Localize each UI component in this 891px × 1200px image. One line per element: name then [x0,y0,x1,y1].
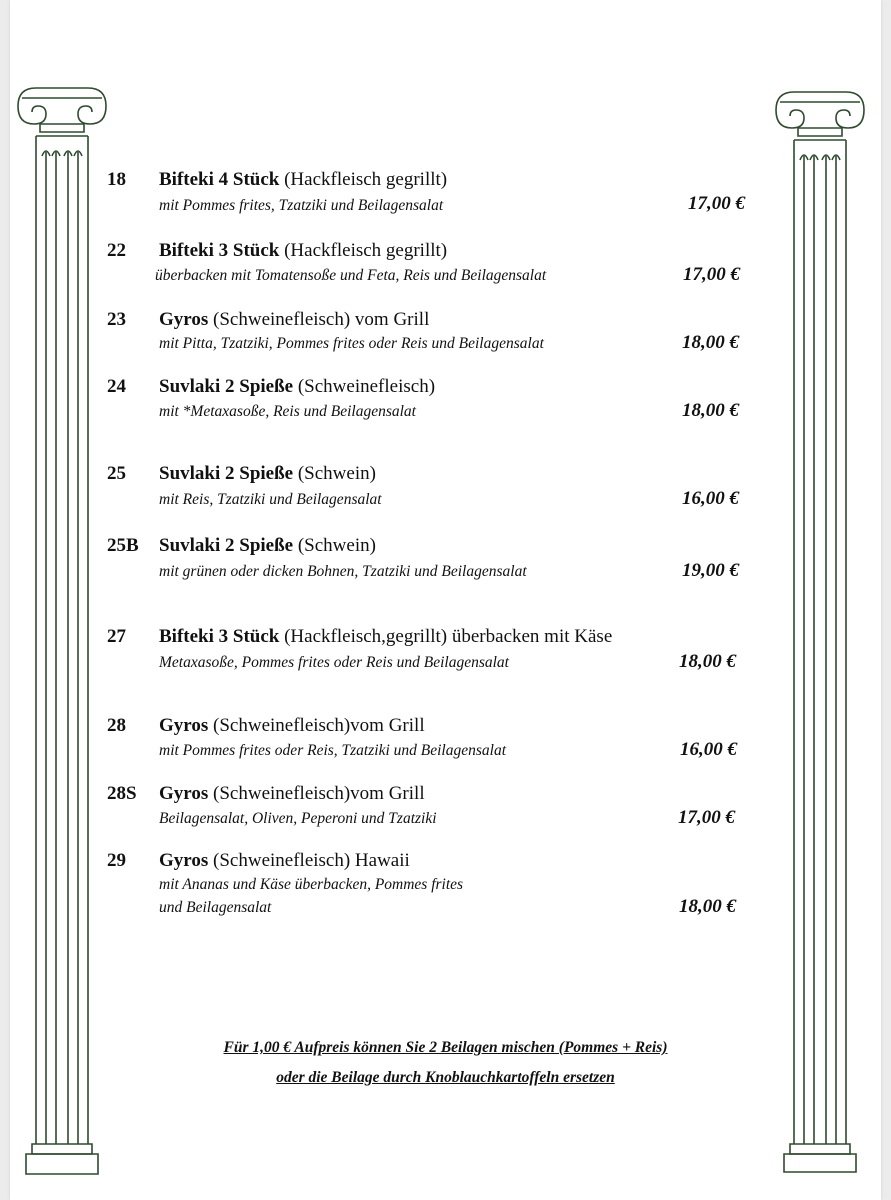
item-number: 27 [107,626,126,647]
item-detail: (Hackfleisch,gegrillt) überbacken mit Käse [284,626,613,647]
item-name: Suvlaki 2 Spieße [159,463,294,484]
item-name: Gyros [159,715,209,736]
item-price: 17,00 € [688,193,745,214]
item-number: 24 [107,376,126,397]
item-price: 18,00 € [679,896,736,917]
item-name: Gyros [159,309,209,330]
item-number: 28 [107,715,126,736]
item-title [159,240,447,262]
left-ionic-column [12,84,112,1176]
item-price: 17,00 € [678,807,735,828]
item-name: Gyros [159,850,209,871]
item-detail: (Schweinefleisch)vom Grill [213,715,425,736]
item-title [159,783,425,805]
item-name: Bifteki 4 Stück [159,169,280,190]
item-detail: (Schweinefleisch) [297,376,436,397]
item-description: mit Pommes frites oder Reis, Tzatziki und Beilagensalat [159,742,507,759]
item-number: 18 [107,169,126,190]
item-detail: (Schwein) [297,463,376,484]
item-title [159,626,612,648]
item-price: 18,00 € [682,400,739,421]
side-dish-note-line2: oder die Beilage durch Knoblauchkartoffeln ersetzen [276,1069,615,1086]
item-title [159,535,376,557]
item-description: Beilagensalat, Oliven, Peperoni und Tzatziki [159,810,437,827]
item-detail: (Schweinefleisch) Hawaii [213,850,410,871]
item-number: 29 [107,850,126,871]
item-number: 22 [107,240,126,261]
item-name: Bifteki 3 Stück [159,240,280,261]
item-description: Metaxasoße, Pommes frites oder Reis und Beilagensalat [159,654,509,671]
item-price: 19,00 € [682,560,739,581]
item-name: Bifteki 3 Stück [159,626,280,647]
item-detail: (Schweinefleisch)vom Grill [213,783,425,804]
right-ionic-column [770,88,870,1174]
item-number: 25B [107,535,139,556]
item-number: 23 [107,309,126,330]
item-price: 16,00 € [680,739,737,760]
item-name: Gyros [159,783,209,804]
item-detail: (Hackfleisch gegrillt) [284,169,448,190]
item-description: mit grünen oder dicken Bohnen, Tzatziki und Beilagensalat [159,563,527,580]
item-title [159,715,425,737]
item-detail: (Hackfleisch gegrillt) [284,240,448,261]
item-description: mit Pitta, Tzatziki, Pommes frites oder Reis und Beilagensalat [159,335,544,352]
item-title [159,169,447,191]
side-dish-note-line1: Für 1,00 € Aufpreis können Sie 2 Beilagen mischen (Pommes + Reis) [223,1039,668,1056]
item-description-continued: und Beilagensalat [159,899,272,916]
item-number: 28S [107,783,137,804]
item-price: 18,00 € [682,332,739,353]
item-number: 25 [107,463,126,484]
item-description: mit Reis, Tzatziki und Beilagensalat [159,491,382,508]
item-name: Suvlaki 2 Spieße [159,376,294,397]
item-name: Suvlaki 2 Spieße [159,535,294,556]
item-detail: (Schweinefleisch) vom Grill [213,309,430,330]
item-title [159,463,376,485]
item-price: 18,00 € [679,651,736,672]
item-description: mit *Metaxasoße, Reis und Beilagensalat [159,403,416,420]
item-price: 17,00 € [683,264,740,285]
item-title [159,376,435,398]
item-price: 16,00 € [682,488,739,509]
item-description: überbacken mit Tomatensoße und Feta, Reis und Beilagensalat [155,267,547,284]
item-title [159,850,410,872]
item-description: mit Pommes frites, Tzatziki und Beilagensalat [159,197,444,214]
item-title [159,309,429,331]
item-description: mit Ananas und Käse überbacken, Pommes frites [159,876,464,893]
item-detail: (Schwein) [297,535,376,556]
